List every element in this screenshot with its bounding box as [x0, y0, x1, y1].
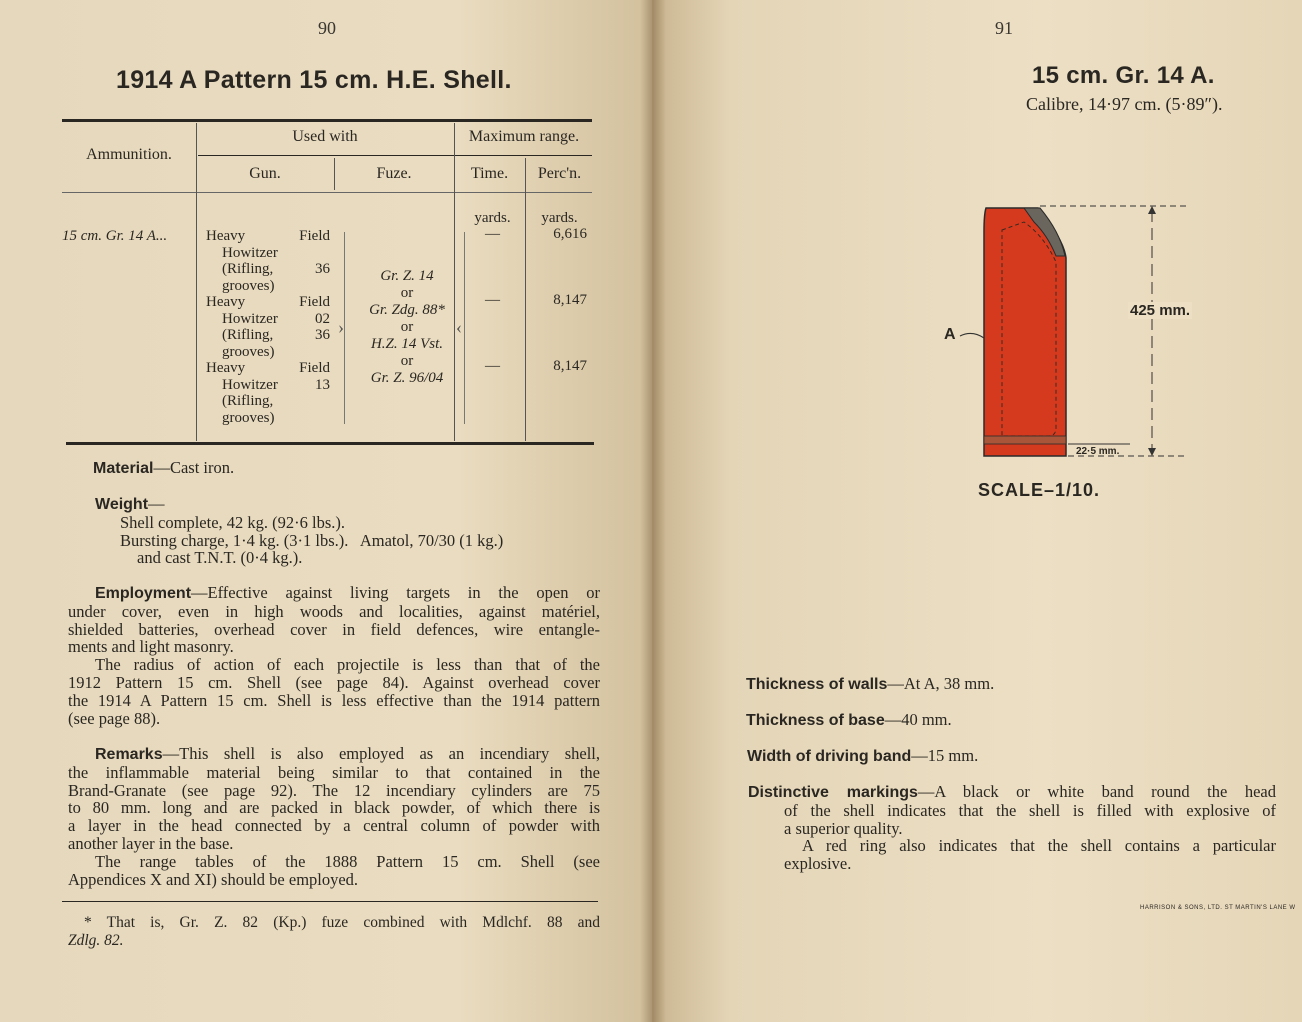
employment-paragraph [68, 584, 600, 727]
gun-line: Howitzer [222, 244, 278, 261]
gun-line: grooves) [222, 277, 275, 294]
header-percussion: Perc'n. [537, 165, 582, 182]
book-gutter [640, 0, 666, 1022]
percussion-value: 8,147 [553, 292, 587, 308]
material-text: —Cast iron. [153, 458, 235, 477]
right-page [652, 0, 1302, 1022]
header-maximum-range: Maximum range. [468, 128, 580, 145]
left-page-number: 90 [318, 18, 336, 38]
gun-line: Heavy Field [206, 228, 330, 244]
right-page-title: 15 cm. Gr. 14 A. [1032, 62, 1215, 89]
table-head-rule [62, 192, 592, 193]
markings-first-line: —A black or white band round the head [917, 782, 1276, 801]
fuze-line: or [400, 353, 414, 369]
remarks-line: Brand-Granate (see page 92). The 12 incendiary cylinders are 75 [68, 780, 600, 800]
markings-heading: Distinctive markings [748, 784, 918, 801]
left-page-title: 1914 A Pattern 15 cm. H.E. Shell. [116, 66, 512, 94]
ammunition-cell: 15 cm. Gr. 14 A... [62, 228, 168, 244]
markings-line: explosive. [784, 854, 852, 874]
employment-line: the 1914 A Pattern 15 cm. Shell is less effective than the 1914 pattern [68, 690, 600, 710]
spec-walls [746, 675, 994, 694]
gun-line: (Rifling, 36 [222, 327, 330, 344]
fuze-line: or [400, 285, 414, 301]
header-ammunition: Ammunition. [86, 146, 172, 163]
spec-text: —15 mm. [911, 746, 979, 765]
weight-heading: Weight [95, 496, 149, 513]
remarks-line: another layer in the base. [68, 833, 234, 853]
table-top-rule [62, 119, 592, 122]
remarks-line: the inflammable material being similar to that contained in the [68, 762, 600, 782]
gun-line: Heavy Field [206, 294, 330, 310]
weight-line: and cast T.N.T. (0·4 kg.). [137, 548, 303, 568]
dimension-arrow [1148, 206, 1156, 214]
fuze-line: or [400, 319, 414, 335]
employment-line: The radius of action of each projectile is less than that of the [95, 655, 600, 675]
brace-line [344, 232, 345, 424]
header-used-with: Used with [292, 128, 358, 145]
spec-text: —At A, 38 mm. [887, 674, 995, 693]
remarks-line: a layer in the head connected by a central column of powder with [68, 816, 600, 836]
gun-cell [206, 360, 330, 426]
driving-band [984, 436, 1066, 444]
employment-line: (see page 88). [68, 708, 161, 728]
weight-paragraph [95, 495, 600, 567]
percussion-value: 6,616 [553, 226, 587, 242]
time-value: — [485, 226, 500, 242]
scale-label: SCALE–1/10. [978, 480, 1101, 500]
employment-line: shielded batteries, overhead cover in field defences, wire entangle- [68, 619, 600, 639]
dimension-length-label: 425 mm. [1130, 302, 1191, 319]
spec-base [746, 711, 952, 730]
gun-cell [206, 228, 330, 294]
time-value: — [485, 292, 500, 308]
fuze-line: Gr. Zdg. 88* [369, 302, 445, 318]
employment-heading: Employment [95, 585, 192, 602]
weight-line: Shell complete, 42 kg. (92·6 lbs.). [120, 512, 346, 532]
spec-text: —40 mm. [884, 710, 952, 729]
label-a: A [944, 326, 956, 343]
time-value: — [485, 358, 500, 374]
header-time: Time. [470, 165, 509, 182]
employment-first-line: —Effective against living targets in the open or [191, 583, 600, 602]
gun-line: Howitzer 13 [222, 376, 330, 393]
gun-line: (Rifling, [222, 393, 274, 410]
material-heading: Material [93, 460, 154, 477]
dimension-arrow [1148, 448, 1156, 456]
calibre-text: Calibre, 14·97 cm. (5·89″). [1026, 94, 1223, 114]
material-paragraph [93, 459, 234, 478]
gun-line: Howitzer 02 [222, 310, 330, 327]
employment-line: under cover, even in high woods and localities, against matériel, [68, 601, 600, 621]
brace-point: ‹ [456, 317, 462, 337]
gun-cell [206, 294, 330, 360]
footnote-rule [62, 901, 598, 902]
footnote [68, 914, 600, 950]
fuze-line: Gr. Z. 96/04 [370, 370, 444, 386]
spec-heading: Thickness of walls [746, 676, 888, 693]
percussion-units: yards. [541, 210, 578, 226]
gun-line: (Rifling, 36 [222, 261, 330, 278]
brace-point: › [338, 317, 344, 337]
table-bottom-rule [66, 442, 594, 445]
employment-line: 1912 Pattern 15 cm. Shell (see page 84). Against overhead cover [68, 672, 600, 692]
header-gun: Gun. [249, 165, 281, 182]
gun-line: Heavy Field [206, 360, 330, 376]
markings-line: A red ring also indicates that the shell contains a particular [802, 836, 1276, 856]
time-units: yards. [474, 210, 511, 226]
remarks-first-line: —This shell is also employed as an incendiary shell, [162, 744, 600, 763]
markings-paragraph [748, 783, 1276, 873]
remarks-line: The range tables of the 1888 Pattern 15 cm. Shell (see [95, 851, 600, 871]
spec-band [747, 747, 978, 766]
header-fuze: Fuze. [376, 165, 412, 182]
markings-line: a superior quality. [784, 818, 903, 838]
footnote-line: Zdlg. 82. [68, 931, 124, 949]
fuze-cell [352, 268, 462, 387]
shell-diagram [652, 0, 1302, 520]
spec-heading: Width of driving band [747, 748, 912, 765]
dimension-band-label: 22·5 mm. [1076, 446, 1120, 457]
remarks-heading: Remarks [95, 746, 163, 763]
remarks-paragraph [68, 745, 600, 888]
label-leader [960, 333, 984, 338]
footnote-line: * That is, Gr. Z. 82 (Kp.) fuze combined with Mdlchf. 88 and [84, 914, 600, 931]
spec-heading: Thickness of base [746, 712, 885, 729]
brace-line [464, 232, 465, 424]
percussion-value: 8,147 [553, 358, 587, 374]
fuze-line: H.Z. 14 Vst. [370, 336, 444, 352]
gun-line: grooves) [222, 343, 275, 360]
employment-line: ments and light masonry. [68, 637, 234, 657]
weight-dash: — [148, 494, 165, 513]
right-page-number: 91 [995, 18, 1013, 38]
remarks-line: Appendices X and XI) should be employed. [68, 869, 359, 889]
weight-line: Bursting charge, 1·4 kg. (3·1 lbs.). Amatol, 70/30 (1 kg.) [120, 530, 504, 550]
table-mid-rule [198, 155, 592, 156]
gun-line: grooves) [222, 409, 275, 426]
remarks-line: to 80 mm. long and are packed in black powder, of which there is [68, 798, 600, 818]
fuze-line: Gr. Z. 14 [380, 268, 434, 284]
printer-imprint: HARRISON & SONS, LTD. ST MARTIN'S LANE W [1140, 905, 1296, 911]
markings-line: of the shell indicates that the shell is filled with explosive of [784, 800, 1276, 820]
